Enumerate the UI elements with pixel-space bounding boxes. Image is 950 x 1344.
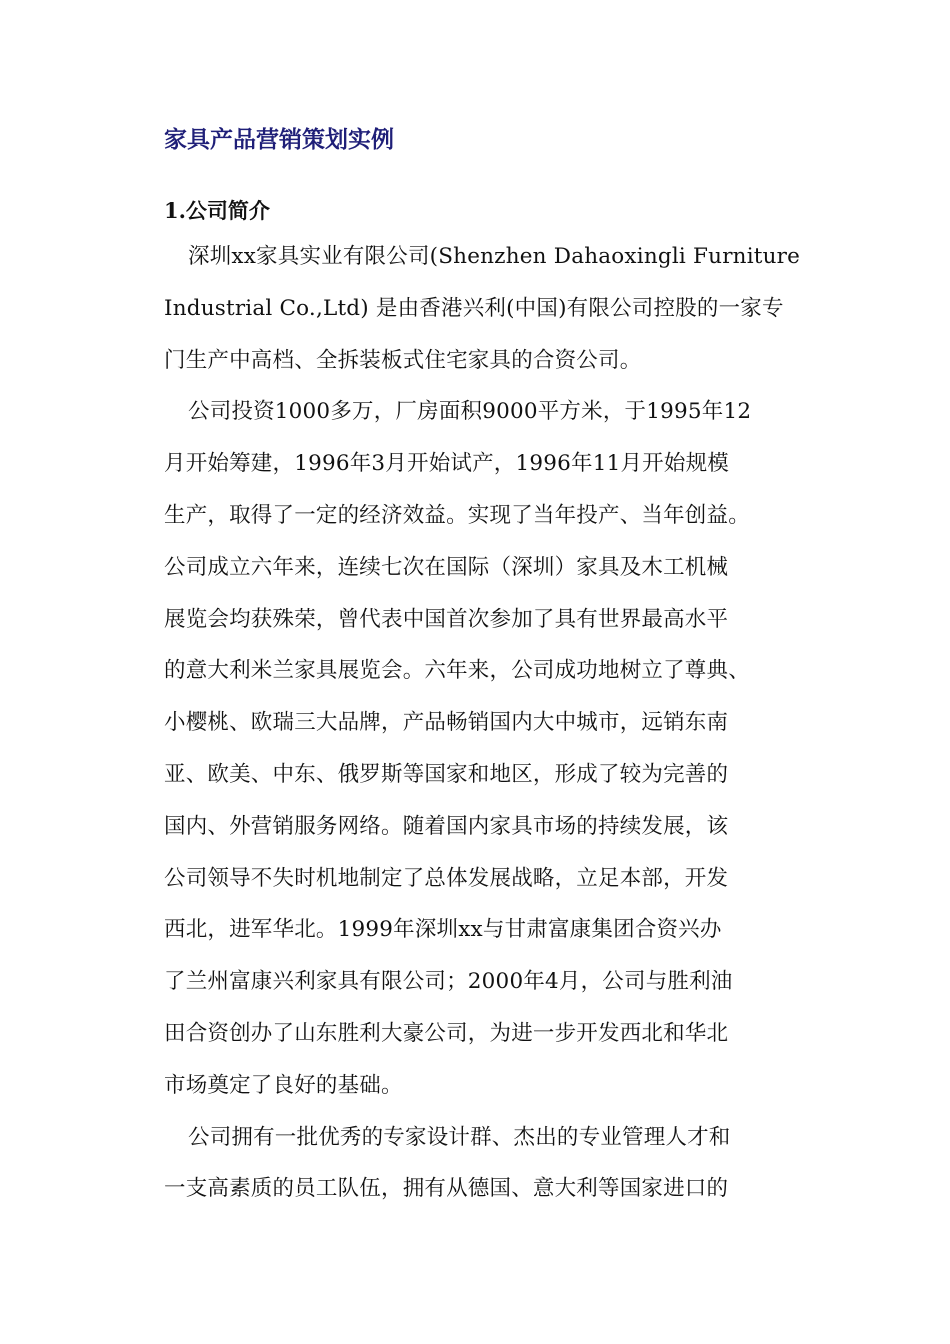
section-heading: 1.公司简介: [164, 198, 270, 223]
paragraph-company-intro: [164, 231, 804, 386]
text-line: 一支高素质的员工队伍，拥有从德国、意大利等国家进口的: [164, 1176, 729, 1202]
text-line: 小樱桃、欧瑞三大品牌，产品畅销国内大中城市，远销东南: [164, 710, 729, 736]
paragraph-company-talent: [164, 1112, 804, 1216]
text-line: 公司投资1000多万，厂房面积9000平方米，于1995年12: [188, 399, 752, 425]
text-line: 公司领导不失时机地制定了总体发展战略，立足本部，开发: [164, 865, 729, 891]
text-line: Industrial Co.,Ltd) 是由香港兴利(中国)有限公司控股的一家专: [164, 295, 784, 321]
paragraph-company-history: [164, 386, 804, 1111]
text-line: 生产，取得了一定的经济效益。实现了当年投产、当年创益。: [164, 502, 750, 528]
text-line: 深圳xx家具实业有限公司(Shenzhen Dahaoxingli Furniture: [188, 244, 801, 269]
text-line: 公司拥有一批优秀的专家设计群、杰出的专业管理人才和: [188, 1124, 731, 1150]
text-line: 市场奠定了良好的基础。: [164, 1072, 403, 1098]
text-line: 的意大利米兰家具展览会。六年来，公司成功地树立了尊典、: [164, 658, 750, 684]
text-line: 国内、外营销服务网络。随着国内家具市场的持续发展，该: [164, 813, 729, 839]
document-page: [164, 118, 804, 1215]
text-line: 了兰州富康兴利家具有限公司；2000年4月，公司与胜利油: [164, 969, 733, 995]
document-title: 家具产品营销策划实例: [164, 126, 394, 153]
text-line: 亚、欧美、中东、俄罗斯等国家和地区，形成了较为完善的: [164, 761, 729, 787]
text-line: 田合资创办了山东胜利大豪公司，为进一步开发西北和华北: [164, 1020, 729, 1046]
text-line: 门生产中高档、全拆装板式住宅家具的合资公司。: [164, 347, 642, 373]
text-line: 西北，进军华北。1999年深圳xx与甘肃富康集团合资兴办: [164, 917, 722, 943]
text-line: 月开始筹建，1996年3月开始试产，1996年11月开始规模: [164, 451, 729, 477]
text-line: 公司成立六年来，连续七次在国际（深圳）家具及木工机械: [164, 554, 729, 580]
text-line: 展览会均获殊荣，曾代表中国首次参加了具有世界最高水平: [164, 606, 729, 632]
